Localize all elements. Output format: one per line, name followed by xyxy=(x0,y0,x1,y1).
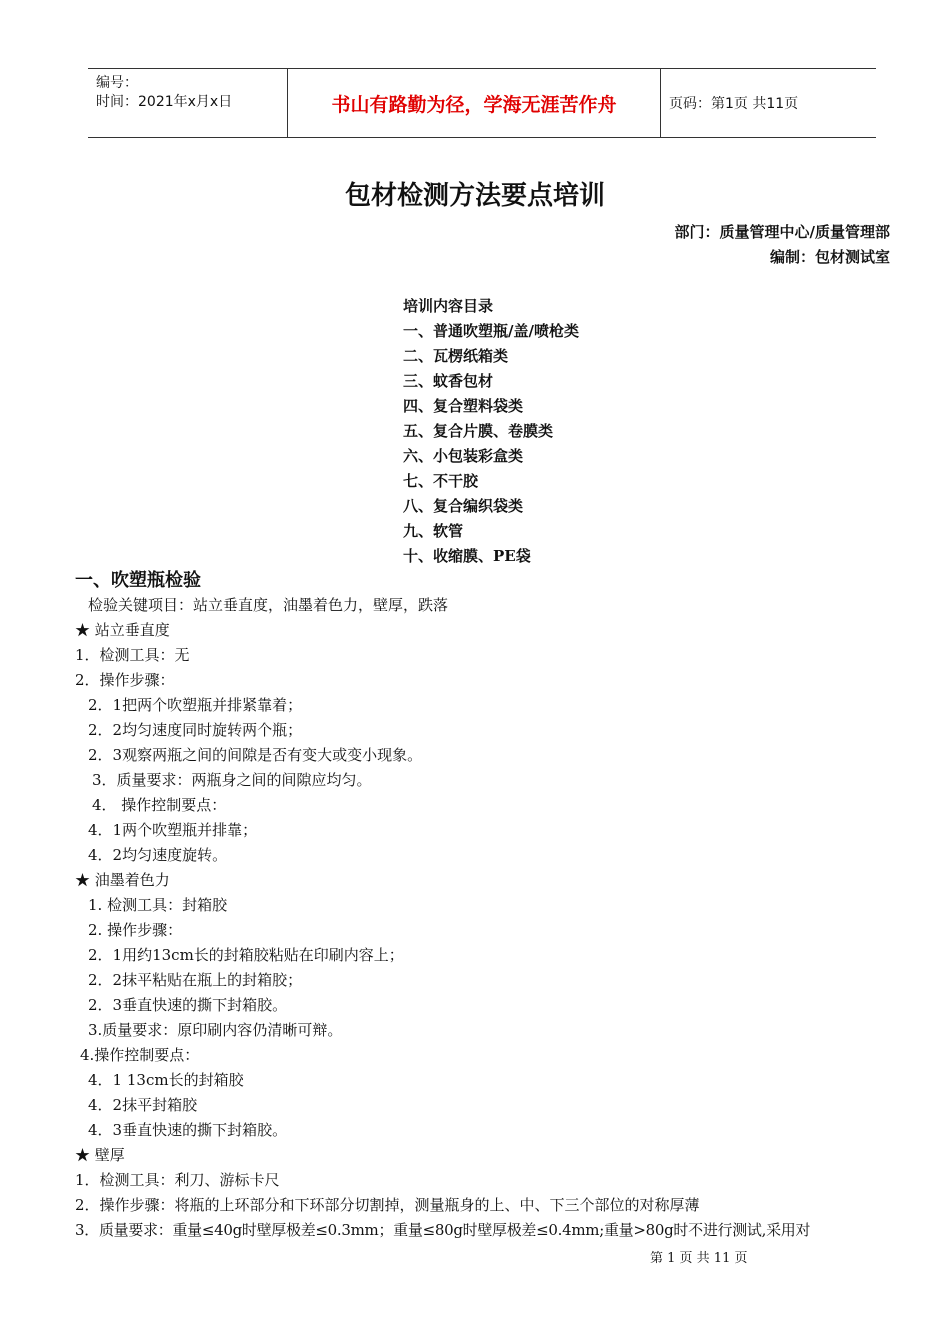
time-label: 时间：2021年x月x日 xyxy=(96,94,233,110)
table-of-contents xyxy=(403,294,579,569)
toc-item: 七、不干胶 xyxy=(403,472,479,490)
motto: 书山有路勤为径，学海无涯苦作舟 xyxy=(288,69,661,137)
body-line: 2．3观察两瓶之间的间隙是否有变大或变小现象。 xyxy=(88,746,423,764)
toc-item: 八、复合编织袋类 xyxy=(403,497,524,515)
subsection-title: ★ 站立垂直度 xyxy=(75,621,170,639)
body-line: 4.操作控制要点： xyxy=(80,1046,200,1064)
body-line: 4． 操作控制要点： xyxy=(92,796,227,814)
body-line: 4．2抹平封箱胶 xyxy=(88,1096,198,1114)
toc-heading: 培训内容目录 xyxy=(403,297,494,315)
page-info: 页码：第1页 共11页 xyxy=(669,96,799,112)
body-line: 2．1把两个吹塑瓶并排紧靠着； xyxy=(88,696,303,714)
toc-item: 十、收缩膜、PE袋 xyxy=(403,547,531,565)
header-left-cell xyxy=(88,69,288,137)
toc-item: 三、蚊香包材 xyxy=(403,372,494,390)
toc-item: 五、复合片膜、卷膜类 xyxy=(403,422,554,440)
body-line: 3.质量要求：原印刷内容仍清晰可辩。 xyxy=(88,1021,343,1039)
body-line: 1．检测工具：利刀、游标卡尺 xyxy=(75,1171,280,1189)
toc-item: 一、普通吹塑瓶/盖/喷枪类 xyxy=(403,322,579,340)
body-line: 2．操作步骤：将瓶的上环部分和下环部分切割掉，测量瓶身的上、中、下三个部位的对称厚薄 xyxy=(75,1196,700,1214)
toc-item: 二、瓦楞纸箱类 xyxy=(403,347,509,365)
subsection-title: ★ 壁厚 xyxy=(75,1146,125,1164)
key-items-line: 检验关键项目：站立垂直度，油墨着色力，壁厚，跌落 xyxy=(88,596,449,614)
code-label: 编号： xyxy=(96,75,138,91)
body-line: 2．操作步骤： xyxy=(75,671,175,689)
toc-item: 六、小包装彩盒类 xyxy=(403,447,524,465)
body-line: 2．1用约13cm长的封箱胶粘贴在印刷内容上； xyxy=(88,946,404,964)
body-line: 2. 操作步骤： xyxy=(88,921,183,939)
body-line: 2．2抹平粘贴在瓶上的封箱胶； xyxy=(88,971,303,989)
page-title: 包材检测方法要点培训 xyxy=(344,181,605,211)
toc-item: 九、软管 xyxy=(403,522,464,540)
body-line: 4．2均匀速度旋转。 xyxy=(88,846,228,864)
subsection-title: ★ 油墨着色力 xyxy=(75,871,170,889)
department: 部门：质量管理中心/质量管理部 xyxy=(674,223,890,241)
body-line: 4．3垂直快速的撕下封箱胶。 xyxy=(88,1121,288,1139)
section-heading: 一、吹塑瓶检验 xyxy=(75,570,201,591)
body-line: 2．2均匀速度同时旋转两个瓶； xyxy=(88,721,303,739)
body-line: 4．1两个吹塑瓶并排靠； xyxy=(88,821,258,839)
body-line: 2．3垂直快速的撕下封箱胶。 xyxy=(88,996,288,1014)
editor: 编制：包材测试室 xyxy=(769,248,890,266)
toc-item: 四、复合塑料袋类 xyxy=(403,397,524,415)
page-footer: 第 1 页 共 11 页 xyxy=(650,1251,748,1266)
body-line: 1．检测工具：无 xyxy=(75,646,190,664)
body-line: 3．质量要求：两瓶身之间的间隙应均匀。 xyxy=(92,771,372,789)
body-line: 1. 检测工具：封箱胶 xyxy=(88,896,228,914)
header-table xyxy=(88,68,876,138)
body-line: 4．1 13cm长的封箱胶 xyxy=(88,1071,244,1089)
body-line: 3．质量要求：重量≤40g时壁厚极差≤0.3mm；重量≤80g时壁厚极差≤0.4mm;重量>80g时不进行测试,采用对 xyxy=(75,1221,811,1239)
